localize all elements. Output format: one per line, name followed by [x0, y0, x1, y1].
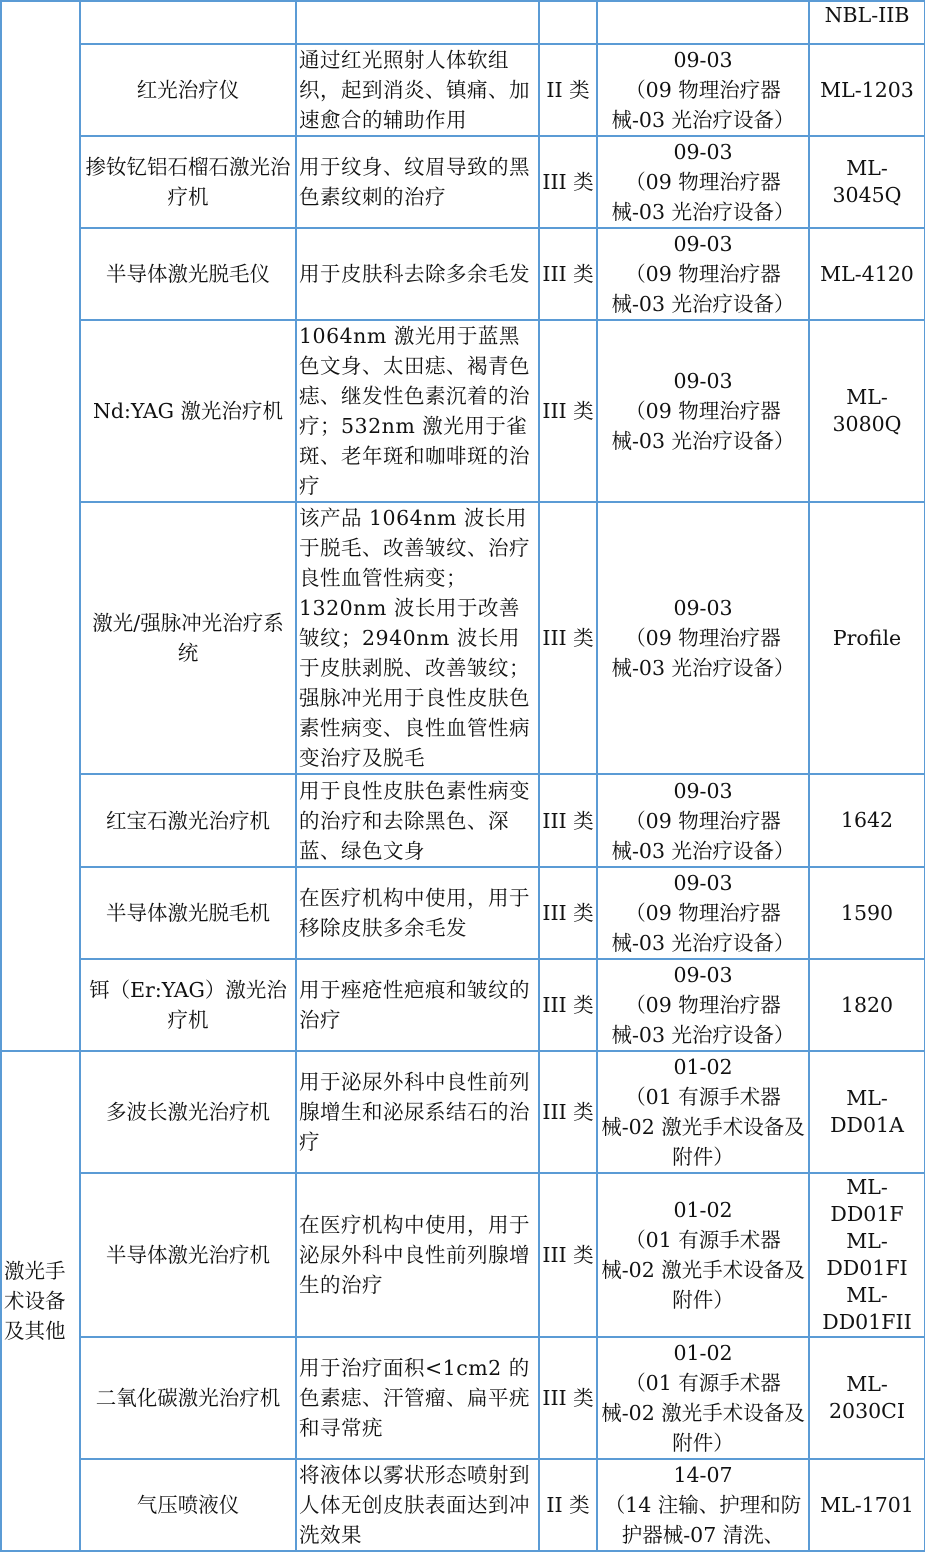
device-code-cell: 09-03 （09 物理治疗器械-03 光治疗设备）: [597, 774, 809, 867]
device-code-cell: 01-02 （01 有源手术器械-02 激光手术设备及附件）: [597, 1337, 809, 1459]
device-class-cell: III 类: [539, 1337, 597, 1459]
device-class-cell: III 类: [539, 959, 597, 1051]
device-code-cell: 09-03 （09 物理治疗器械-03 光治疗设备）: [597, 959, 809, 1051]
table-row: [1, 502, 925, 774]
device-name-cell: 激光/强脉冲光治疗系统: [80, 502, 296, 774]
table-row: [1, 867, 925, 959]
table-row: [1, 136, 925, 228]
device-model-cell: 1642: [809, 774, 925, 867]
device-class-cell: III 类: [539, 320, 597, 502]
device-model-cell: Profile: [809, 502, 925, 774]
device-class-cell: II 类: [539, 44, 597, 136]
device-use-cell: 该产品 1064nm 波长用于脱毛、改善皱纹、治疗良性血管性病变；1320nm 波长用于改善皱纹；2940nm 波长用于皮肤剥脱、改善皱纹；强脉冲光用于良性皮肤色素性病变、良性血管性病变治疗及脱毛: [296, 502, 539, 774]
device-model-cell: ML- DD01A: [809, 1051, 925, 1173]
device-code-cell: 09-03 （09 物理治疗器械-03 光治疗设备）: [597, 502, 809, 774]
table-row: [1, 320, 925, 502]
device-model-cell: ML-4120: [809, 228, 925, 320]
device-model-cell: ML-3080Q: [809, 320, 925, 502]
device-name-cell: 半导体激光脱毛仪: [80, 228, 296, 320]
table-row: [1, 1337, 925, 1459]
device-code-cell: 01-02 （01 有源手术器械-02 激光手术设备及附件）: [597, 1173, 809, 1337]
device-class-cell: III 类: [539, 774, 597, 867]
device-use-cell: 1064nm 激光用于蓝黑色文身、太田痣、褐青色痣、继发性色素沉着的治疗；532nm 激光用于雀斑、老年斑和咖啡斑的治疗: [296, 320, 539, 502]
device-class-cell: II 类: [539, 1459, 597, 1551]
device-use-cell: 将液体以雾状形态喷射到人体无创皮肤表面达到冲洗效果: [296, 1459, 539, 1551]
device-name-cell: 铒（Er:YAG）激光治疗机: [80, 959, 296, 1051]
device-code-cell: 09-03 （09 物理治疗器械-03 光治疗设备）: [597, 136, 809, 228]
device-name-cell: 红宝石激光治疗机: [80, 774, 296, 867]
device-use-cell: 在医疗机构中使用，用于移除皮肤多余毛发: [296, 867, 539, 959]
table-row: [1, 774, 925, 867]
table-row: [1, 959, 925, 1051]
device-code-cell: 01-02 （01 有源手术器械-02 激光手术设备及附件）: [597, 1051, 809, 1173]
device-model-cell: ML- DD01F ML- DD01FI ML- DD01FII: [809, 1173, 925, 1337]
table-row: [1, 1173, 925, 1337]
category-cell: 激光手术设备及其他: [1, 1051, 80, 1551]
device-name-cell: 气压喷液仪: [80, 1459, 296, 1551]
device-code-cell: [597, 1, 809, 44]
device-table-body: [1, 1, 925, 1551]
category-cell: [1, 1, 80, 1051]
device-use-cell: 用于纹身、纹眉导致的黑色素纹刺的治疗: [296, 136, 539, 228]
device-name-cell: 多波长激光治疗机: [80, 1051, 296, 1173]
table-row: [1, 228, 925, 320]
device-model-cell: ML-1701: [809, 1459, 925, 1551]
device-use-cell: 用于良性皮肤色素性病变的治疗和去除黑色、深蓝、绿色文身: [296, 774, 539, 867]
device-name-cell: 掺钕钇铝石榴石激光治疗机: [80, 136, 296, 228]
device-class-cell: [539, 1, 597, 44]
device-class-cell: III 类: [539, 228, 597, 320]
device-use-cell: [296, 1, 539, 44]
device-code-cell: 09-03 （09 物理治疗器械-03 光治疗设备）: [597, 228, 809, 320]
device-name-cell: 半导体激光治疗机: [80, 1173, 296, 1337]
device-name-cell: Nd:YAG 激光治疗机: [80, 320, 296, 502]
device-use-cell: 用于泌尿外科中良性前列腺增生和泌尿系结石的治疗: [296, 1051, 539, 1173]
device-name-cell: [80, 1, 296, 44]
device-use-cell: 用于痤疮性疤痕和皱纹的治疗: [296, 959, 539, 1051]
device-use-cell: 用于皮肤科去除多余毛发: [296, 228, 539, 320]
device-name-cell: 二氧化碳激光治疗机: [80, 1337, 296, 1459]
device-class-cell: III 类: [539, 502, 597, 774]
table-row: [1, 1051, 925, 1173]
device-code-cell: 14-07 （14 注输、护理和防护器械-07 清洗、: [597, 1459, 809, 1551]
device-model-cell: 1590: [809, 867, 925, 959]
device-use-cell: 通过红光照射人体软组织，起到消炎、镇痛、加速愈合的辅助作用: [296, 44, 539, 136]
table-row: [1, 1459, 925, 1551]
device-model-cell: ML-1203: [809, 44, 925, 136]
device-code-cell: 09-03 （09 物理治疗器械-03 光治疗设备）: [597, 44, 809, 136]
device-class-cell: III 类: [539, 1051, 597, 1173]
device-class-cell: III 类: [539, 867, 597, 959]
table-row: [1, 44, 925, 136]
device-name-cell: 半导体激光脱毛机: [80, 867, 296, 959]
table-row: [1, 1, 925, 44]
device-code-cell: 09-03 （09 物理治疗器械-03 光治疗设备）: [597, 320, 809, 502]
device-model-cell: ML-3045Q: [809, 136, 925, 228]
device-code-cell: 09-03 （09 物理治疗器械-03 光治疗设备）: [597, 867, 809, 959]
device-use-cell: 在医疗机构中使用，用于泌尿外科中良性前列腺增生的治疗: [296, 1173, 539, 1337]
device-model-cell: NBL-IIB: [809, 1, 925, 44]
device-name-cell: 红光治疗仪: [80, 44, 296, 136]
device-class-cell: III 类: [539, 136, 597, 228]
device-use-cell: 用于治疗面积<1cm2 的色素痣、汗管瘤、扁平疣和寻常疣: [296, 1337, 539, 1459]
device-model-cell: ML- 2030CI: [809, 1337, 925, 1459]
device-model-cell: 1820: [809, 959, 925, 1051]
device-class-cell: III 类: [539, 1173, 597, 1337]
